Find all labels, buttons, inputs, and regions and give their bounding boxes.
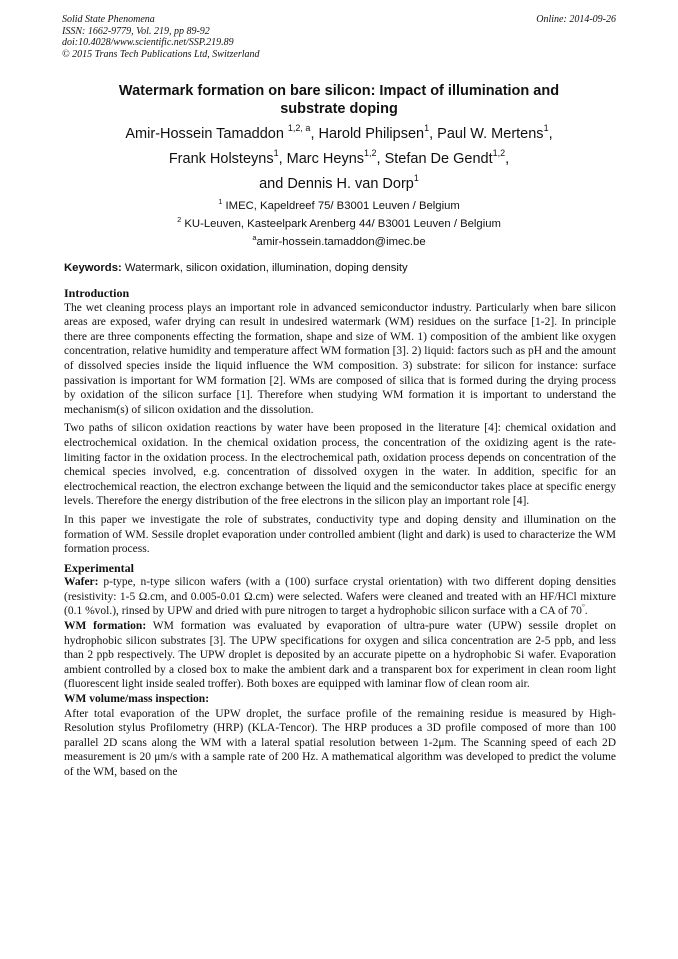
paragraph: In this paper we investigate the role of substrates, conductivity type and doping density and illumination on the formation of WM. Sessile droplet evaporation under controlled ambient (light and dark) is used to characterize the WM formation process.	[64, 513, 616, 556]
author-line-2	[62, 147, 616, 172]
paragraph-vol: After total evaporation of the UPW droplet, the surface profile of the remaining residue is measured by High-Resolution stylus Profilometry (HRP) (KLA-Tencor). The HRP produces a 3D profile composed of more than 100 parallel 2D scans along the WM with a lateral spatial resolution between 1-2μm. The Scanning speed of each 2D measurement is 20 μm/s with a sample rate of 200 Hz. A mathematical algorithm was developed to predict the volume of the WM, based on the	[64, 707, 616, 778]
keywords-label: Keywords:	[64, 262, 122, 274]
affiliations	[62, 197, 616, 251]
author-list	[62, 122, 616, 197]
title-line-2: substrate doping	[280, 101, 398, 117]
affil-sup: 1	[218, 197, 223, 207]
affil-sup: 2	[177, 215, 182, 225]
vol-label: WM volume/mass inspection:	[64, 693, 210, 706]
wm-text: WM formation was evaluated by evaporation of ultra-pure water (UPW) sessile droplet on hydrophobic silicon substrates [3]. The UPW specifications for oxygen and silica concentration are 2-5 ppb, and less than 2 ppb respectively. The UPW droplet is deposited by an accurate pipette on a hydrophobic Si wafer. Evaporation ambient controlled by a closed box to make the ambient dark and a transparent box for experiment in clean room light (fluorescent light inside sealed troffer). Both boxes are equipped with laminar flow of clean room air.	[64, 620, 616, 691]
body-text	[64, 286, 616, 780]
author-affil-sup: 1	[413, 173, 419, 184]
paragraph: Two paths of silicon oxidation reactions by water have been proposed in the literature [4]: chemical oxidation and electrochemical oxidation. In the chemical oxidation process, the concentration of the oxidizing agent is the rate-limiting factor in the oxidation process. In the electrochemical path, oxidation process depends on concentration of the chemical species involved, e.g. concentration of dissolved oxygen in the water. In addition, specific for an electrochemical reaction, the electron exchange between the liquid and the semiconductor takes place at specific energy levels. Therefore the energy distribution of the free electrons in the silicon play an important role [4].	[64, 422, 616, 508]
title-line-1: Watermark formation on bare silicon: Impact of illumination and	[118, 83, 560, 99]
keywords	[64, 261, 616, 275]
paragraph-wm-formation	[64, 619, 616, 692]
affiliation-1	[62, 197, 616, 215]
author-separator: ,	[505, 151, 510, 167]
paragraph-wafer	[64, 575, 616, 619]
doi: doi:10.4028/www.scientific.net/SSP.219.89	[62, 37, 234, 48]
wafer-text: p-type, n-type silicon wafers (with a (100) surface crystal orientation) with two different doping densities (resistivity: 1-5 Ω.cm, and 0.005-0.01 Ω.cm) were selected. Wafers were cleaned and treated with an HF/HCl mixture (0.1 %vol.), rinsed by UPW and dried with pure nitrogen to target a hydrophobic silicon surface with a CA of 70	[64, 576, 616, 618]
author-affil-sup: 1	[273, 148, 279, 159]
issn: ISSN: 1662-9779, Vol. 219, pp 89-92	[62, 25, 210, 37]
author: , Harold Philipsen	[310, 126, 425, 142]
author-affil-sup: 1	[424, 123, 430, 134]
journal-header	[62, 14, 260, 60]
copyright: © 2015 Trans Tech Publications Ltd, Switzerland	[62, 48, 260, 60]
author: and Dennis H. van Dorp	[259, 176, 414, 192]
wm-label: WM formation:	[64, 620, 147, 633]
keywords-text: Watermark, silicon oxidation, illumination, doping density	[121, 262, 408, 274]
journal-name: Solid State Phenomena	[62, 14, 155, 25]
online-date: Online: 2014-09-26	[536, 14, 616, 25]
wafer-end: .	[584, 605, 588, 618]
author: Frank Holsteyns	[168, 151, 274, 167]
author-affil-sup: 1,2	[364, 148, 377, 159]
author-affil-sup: 1	[543, 123, 549, 134]
author-affil-sup: 1,2, a	[287, 123, 311, 134]
author: , Stefan De Gendt	[376, 151, 493, 167]
degree-sup: °	[581, 603, 585, 612]
section-heading-experimental: Experimental	[64, 560, 134, 575]
email-sup: a	[252, 233, 257, 243]
affil-text: IMEC, Kapeldreef 75/ B3001 Leuven / Belgium	[222, 200, 460, 212]
author-line-1	[62, 122, 616, 147]
section-heading-introduction: Introduction	[64, 286, 130, 300]
paragraph: The wet cleaning process plays an important role in advanced semiconductor industry. Particularly when bare silicon areas are exposed, wafer drying can result in undesired watermark (WM) residues on the surface [1-2]. In principle there are three components effecting the formation, shape and size of WM. 1) composition of the ambient like oxygen concentration, relative humidity and temperature affect WM formation [3]. 2) liquid: factors such as pH and the amount of dissolved species inside the liquid influence the WM composition. 3) substrate: for silicon for instance: surface passivation is important for WM formation [2]. WMs are composed of silica that is formed during the drying process by oxidation of the silicon surface [1]. Therefore when studying WM formation it is important to understand the mechanism(s) of silicon oxidation and the dissolution.	[64, 301, 616, 416]
paper-title	[70, 82, 608, 118]
author-line-3	[62, 172, 616, 197]
author: , Paul W. Mertens	[429, 126, 544, 142]
email-address: amir-hossein.tamaddon@imec.be	[256, 236, 426, 248]
author: , Marc Heyns	[278, 151, 365, 167]
author: Amir-Hossein Tamaddon	[125, 126, 288, 142]
author-affil-sup: 1,2	[492, 148, 506, 159]
affiliation-2	[62, 215, 616, 233]
author-separator: ,	[548, 126, 553, 142]
wafer-label: Wafer:	[64, 576, 99, 589]
email	[62, 233, 616, 251]
affil-text: KU-Leuven, Kasteelpark Arenberg 44/ B3001 Leuven / Belgium	[181, 218, 501, 230]
